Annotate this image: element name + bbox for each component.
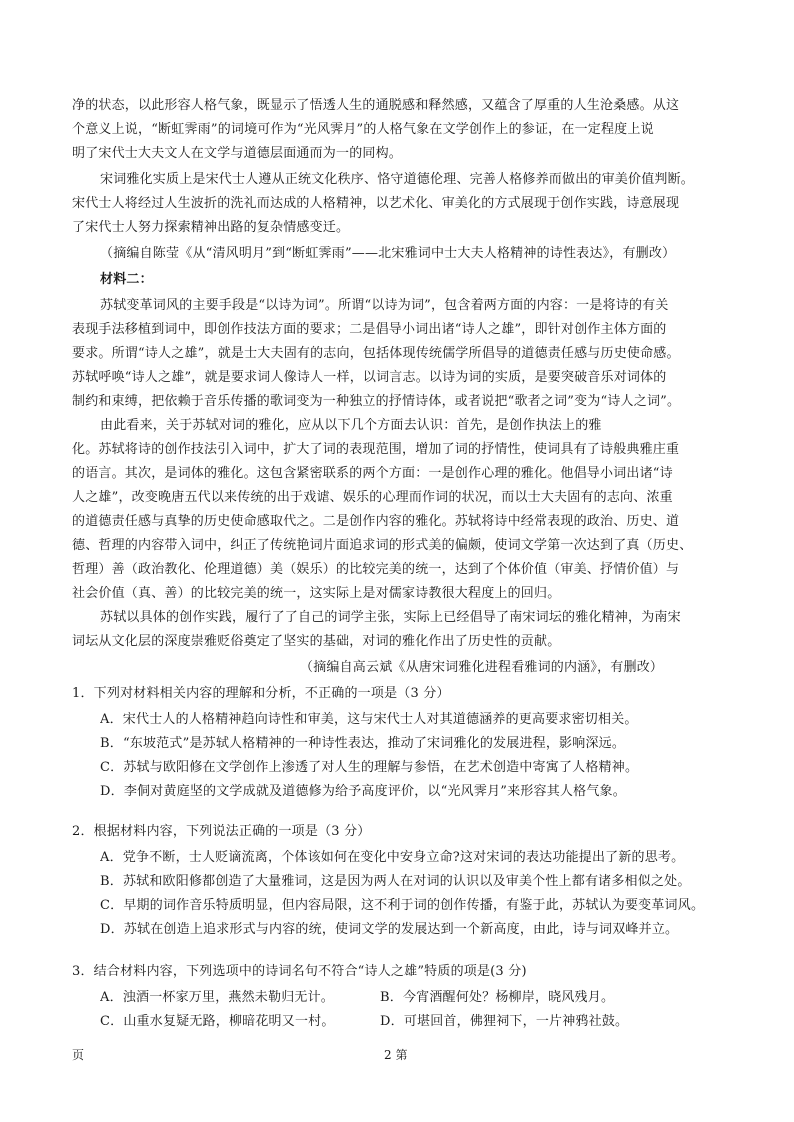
passage-line: 的道德责任感与真挚的历史使命感取代之。二是创作内容的雅化。苏轼将诗中经常表现的政治、历史、道 <box>72 514 680 529</box>
passage-line: 苏轼变革词风的主要手段是“以诗为词”。所谓“以诗为词”，包含着两方面的内容：一是将诗的有关 <box>100 298 669 313</box>
passage-line: 苏轼以具体的创作实践，履行了了自己的词学主张，实际上已经倡导了南宋词坛的雅化精神，为南宋 <box>100 610 681 625</box>
question-1-option-a: A．宋代士人的人格精神趋向诗性和审美，这与宋代士人对其道德涵养的更高要求密切相关。 <box>100 712 638 727</box>
question-2-option-c: C．早期的词作音乐特质明显，但内容局限，这不利于词的创作传播，有鉴于此，苏轼认为要变革词风。 <box>100 898 705 913</box>
question-1-option-b: B．“东坡范式”是苏轼人格精神的一种诗性表达，推动了宋词雅化的发展进程，影响深远。 <box>100 736 626 751</box>
passage-line: 社会价值（真、善）的比较完美的统一，这实际上是对儒家诗教很大程度上的回归。 <box>72 586 561 601</box>
question-3-option-c: C．山重水复疑无路，柳暗花明又一村。 <box>100 1014 335 1029</box>
passage-line: 化。苏轼将诗的创作技法引入词中，扩大了词的表现范围，增加了词的抒情性，使词具有了诗般典雅庄重 <box>72 442 680 457</box>
passage-line: 要求。所谓“诗人之雄”，就是士大夫固有的志向，包括体现传统儒学所倡导的道德责任感与历史使命感。 <box>72 346 680 361</box>
passage-line: 宋代士人将经过人生波折的洗礼而达成的人格精神，以艺术化、审美化的方式展现于创作实践，诗意展现 <box>72 196 680 211</box>
passage-line: 德、哲理的内容带入词中，纠正了传统艳词片面追求词的形式美的偏颇，使词文学第一次达到了真（历史、 <box>72 538 693 553</box>
passage-line: 净的状态，以此形容人格气象，既显示了悟透人生的通脱感和释然感，又蕴含了厚重的人生沧桑感。从这 <box>72 98 680 113</box>
passage-line: 的语言。其次，是词体的雅化。这包含紧密联系的两个方面：一是创作心理的雅化。他倡导小词出诸“诗 <box>72 466 673 481</box>
question-1-option-d: D．李侗对黄庭坚的文学成就及道德修为给予高度评价，以“光风霁月”来形容其人格气象。 <box>100 784 626 799</box>
question-3-option-d: D．可堪回首，佛狸祠下，一片神鸦社鼓。 <box>380 1014 629 1029</box>
passage-line: 人之雄”，改变晚唐五代以来传统的出于戏谑、娱乐的心理而作词的状况，而以士大夫固有的志向、浓重 <box>72 490 673 505</box>
question-1-option-c: C．苏轼与欧阳修在文学创作上渗透了对人生的理解与参悟，在艺术创造中寄寓了人格精神。 <box>100 760 639 775</box>
passage-line: 制约和束缚，把依赖于音乐传播的歌词变为一种独立的抒情诗体，或者说把“歌者之词”变为“诗人之词”。 <box>72 394 681 409</box>
passage-line: 表现手法移植到词中，即创作技法方面的要求；二是倡导小词出诸“诗人之雄”，即针对创作主体方面的 <box>72 322 667 337</box>
footer-page-number: 2 第 <box>384 1048 408 1062</box>
footer-page-label: 页 <box>72 1048 85 1062</box>
passage-line: 个意义上说，“断虹霁雨”的词境可作为“光风霁月”的人格气象在文学创作上的参证，在一定程度上说 <box>72 122 654 137</box>
material-two-heading: 材料二： <box>100 272 153 287</box>
passage-line: 词坛从文化层的深度崇雅贬俗奠定了坚实的基础，对词的雅化作出了历史性的贡献。 <box>72 634 561 649</box>
passage-line: 宋词雅化实质上是宋代士人遵从正统文化秩序、恪守道德伦理、完善人格修养而做出的审美价值判断。 <box>100 172 695 187</box>
question-1-stem: 1．下列对材料相关内容的理解和分析，不正确的一项是（3 分） <box>72 686 450 701</box>
question-3-option-a: A．浊酒一杯家万里，燕然未勒归无计。 <box>100 990 334 1005</box>
passage-line: 由此看来，关于苏轼对词的雅化，应从以下几个方面去认识：首先，是创作执法上的雅 <box>100 418 602 433</box>
question-2-option-b: B．苏轼和欧阳修都创造了大量雅词，这是因为两人在对词的认识以及审美个性上都有诸多相似之处。 <box>100 874 691 889</box>
question-3-stem: 3．结合材料内容，下列选项中的诗词名句不符合“诗人之雄”特质的项是(3 分) <box>72 964 527 979</box>
question-2-option-d: D．苏轼在创造上追求形式与内容的统，使词文学的发展达到一个新高度，由此，诗与词双峰并立。 <box>100 922 679 937</box>
question-2-option-a: A．党争不断，士人贬谪流离，个体该如何在变化中安身立命?这对宋词的表达功能提出了新的思考。 <box>100 850 685 865</box>
source-citation-1: （摘编自陈莹《从“清风明月”到“断虹霁雨”——北宋雅词中士大夫人格精神的诗性表达》，有删改） <box>100 246 676 261</box>
passage-line: 了宋代士人努力探索精神出路的复杂情感变迁。 <box>72 220 350 235</box>
question-2-stem: 2．根据材料内容，下列说法正确的一项是（3 分） <box>72 824 371 839</box>
source-citation-2: （摘编自高云斌《从唐宋词雅化进程看雅词的内涵》，有删改） <box>300 660 664 675</box>
passage-line: 苏轼呼唤“诗人之雄”，就是要求词人像诗人一样，以词言志。以诗为词的实质，是要突破音乐对词体的 <box>72 370 667 385</box>
passage-line: 明了宋代士大夫文人在文学与道德层面通而为一的同构。 <box>72 146 403 161</box>
question-3-option-b: B．今宵酒醒何处？杨柳岸，晓风残月。 <box>380 990 615 1005</box>
passage-line: 哲理）善（政治教化、伦理道德）美（娱乐）的比较完美的统一，达到了个体价值（审美、抒情价值）与 <box>72 562 680 577</box>
